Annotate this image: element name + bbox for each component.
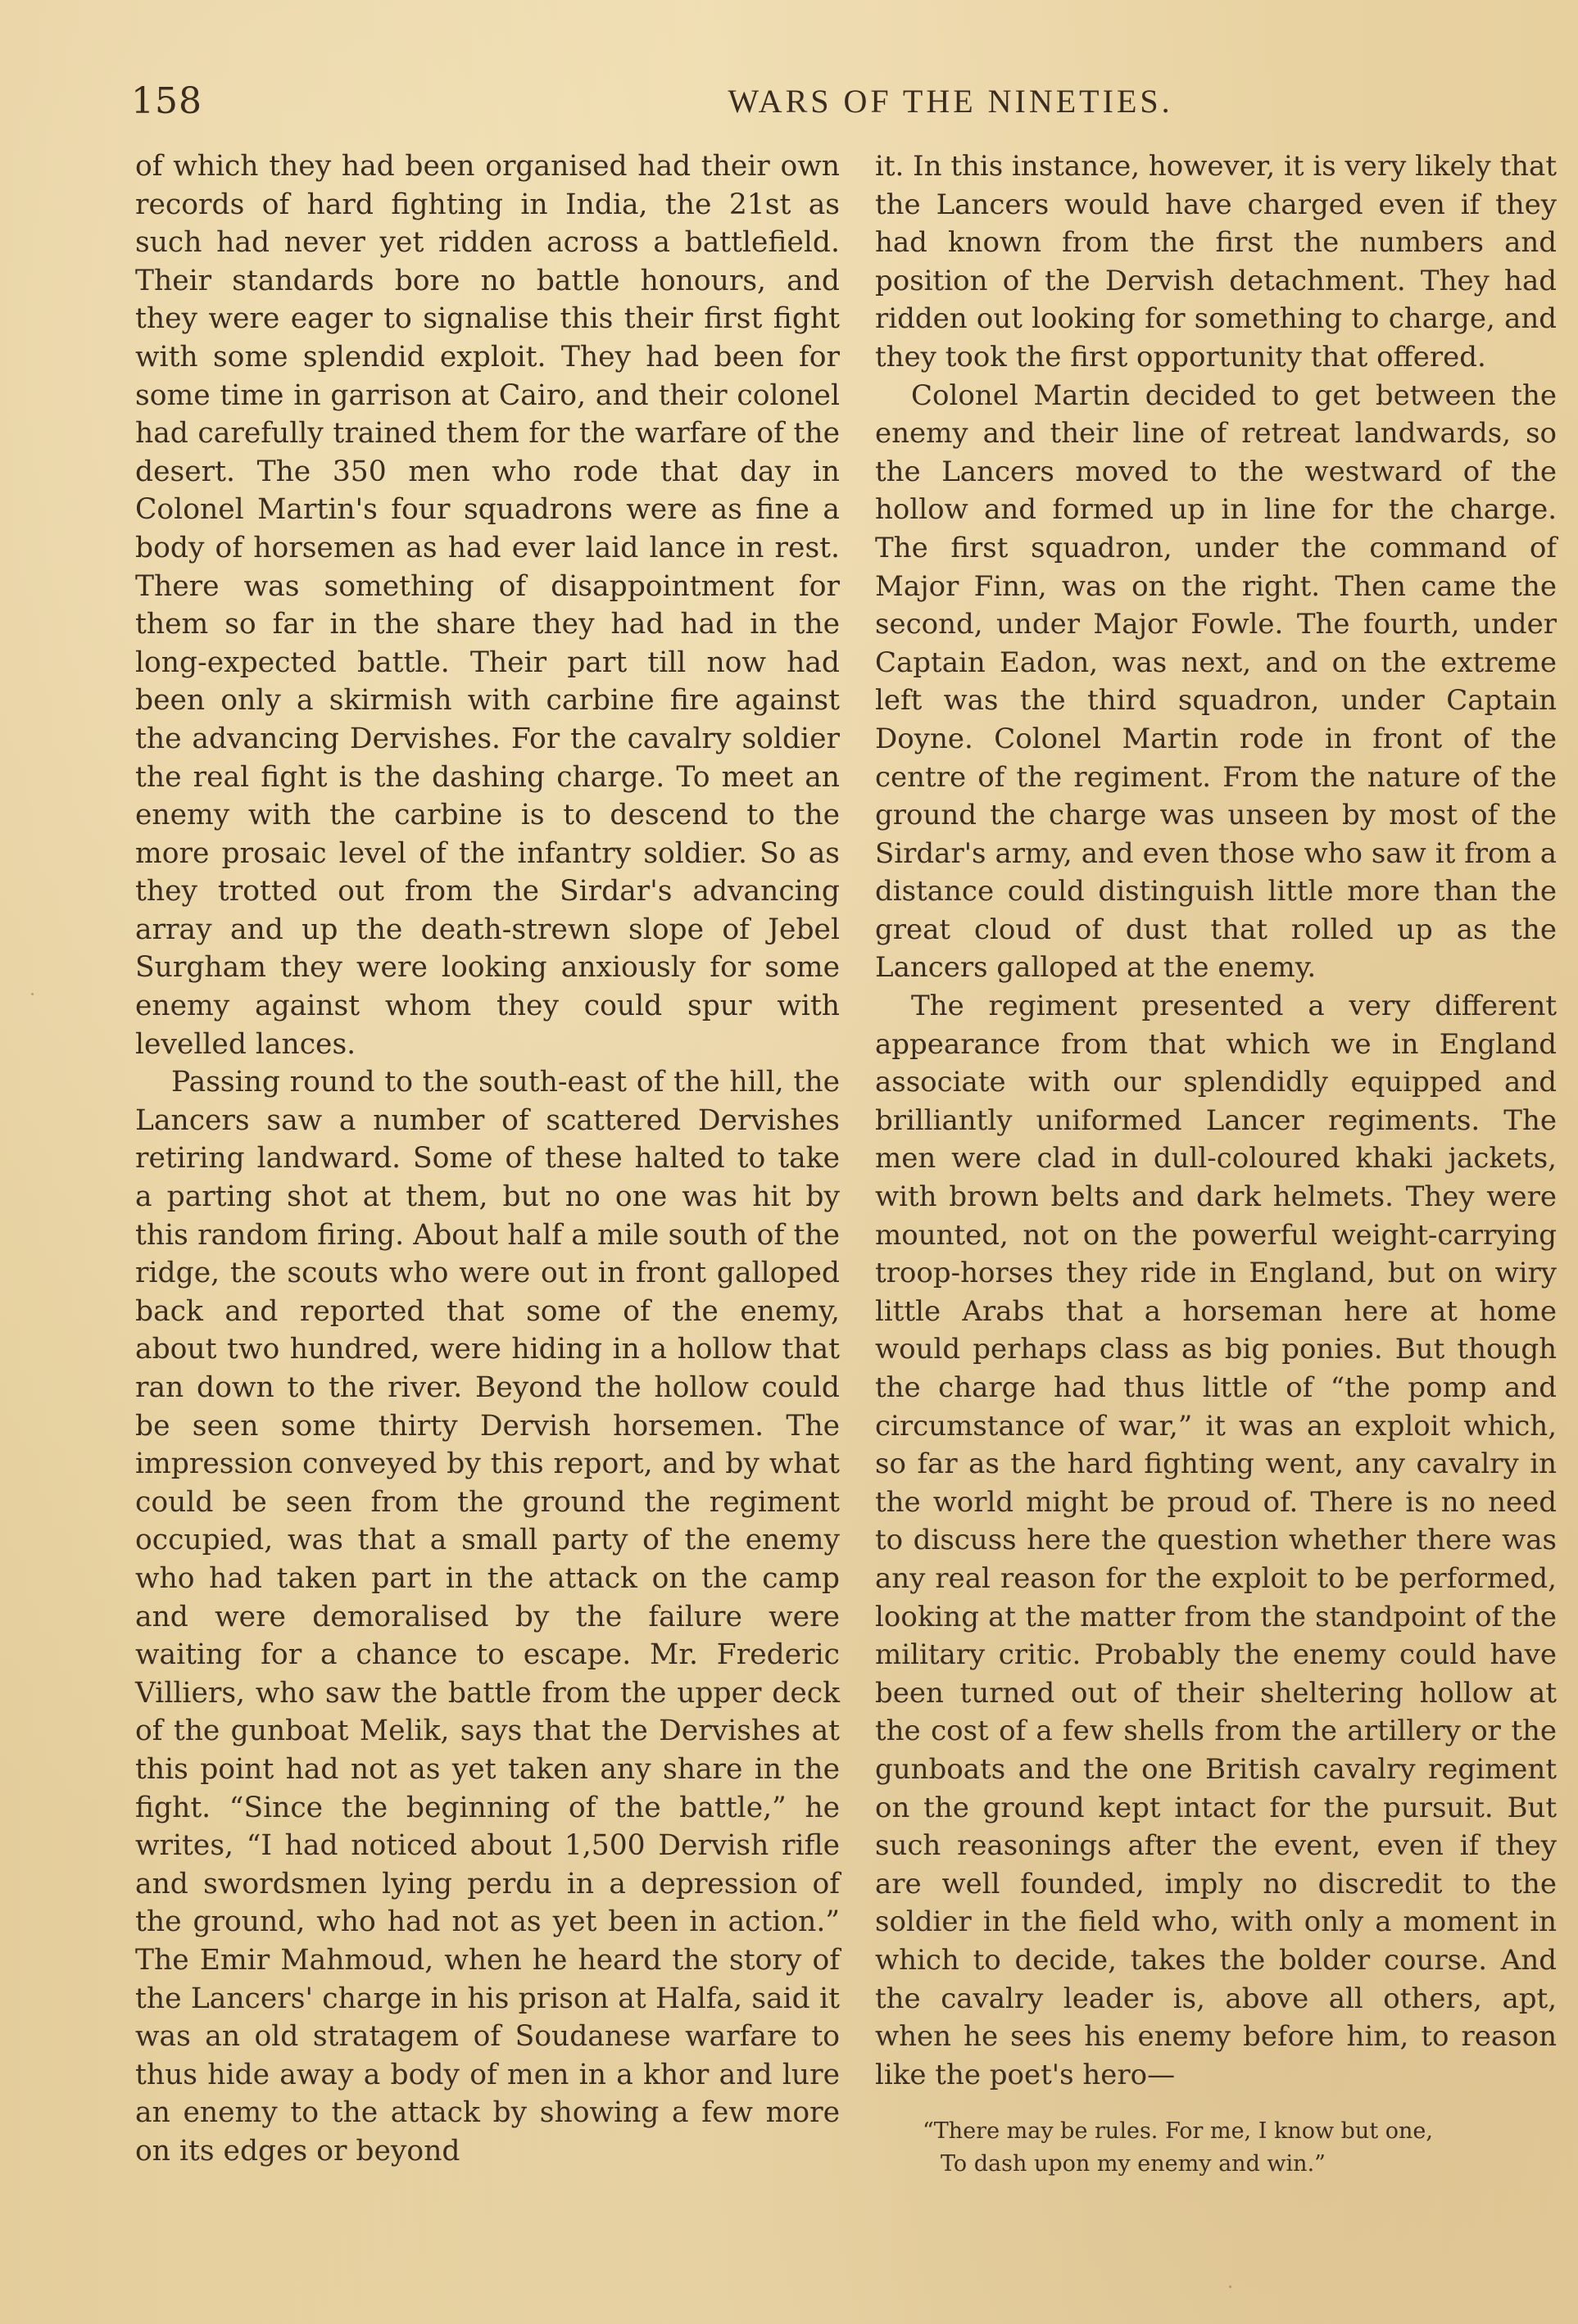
right-column	[875, 147, 1557, 2181]
left-column	[135, 147, 840, 2170]
poem-line: To dash upon my enemy and win.”	[941, 2151, 1326, 2177]
page-number: 158	[131, 80, 202, 122]
poem-line: “There may be rules. For me, I know but one,	[923, 2118, 1433, 2145]
paper-speck	[31, 993, 34, 995]
running-title: WARS OF THE NINETIES.	[728, 83, 1173, 120]
paper-speck	[1229, 2285, 1231, 2288]
poem-quote	[923, 2115, 1557, 2181]
paragraph: of which they had been organised had their own records of hard fighting in India, the 21st as such had never yet ridden across a battlefield. Their standards bore no battle honours, and they were eager to signalise this their first fight with some splendid exploit. They had been for some time in garrison at Cairo, and their colonel had carefully trained them for the warfare of the desert. The 350 men who rode that day in Colonel Martin's four squadrons were as fine a body of horsemen as had ever laid lance in rest. There was something of disappointment for them so far in the share they had had in the long-expected battle. Their part till now had been only a skirmish with carbine fire against the advancing Dervishes. For the cavalry soldier the real fight is the dashing charge. To meet an enemy with the carbine is to descend to the more prosaic level of the infantry soldier. So as they trotted out from the Sirdar's advancing array and up the death-strewn slope of Jebel Surgham they were looking anxiously for some enemy against whom they could spur with levelled lances.	[135, 150, 840, 1061]
paragraph: The regiment presented a very different appearance from that which we in England associate with our splendidly equipped and brilliantly uniformed Lancer regiments. The men were clad in dull-coloured khaki jackets, with brown belts and dark helmets. They were mounted, not on the powerful weight-carrying troop-horses they ride in England, but on wiry little Arabs that a horseman here at home would perhaps class as big ponies. But though the charge had thus little of “the pomp and circumstance of war,” it was an exploit which, so far as the hard fighting went, any cavalry in the world might be proud of. There is no need to discuss here the question whether there was any real reason for the exploit to be performed, looking at the matter from the standpoint of the military critic. Probably the enemy could have been turned out of their sheltering hollow at the cost of a few shells from the artillery or the gunboats and the one British cavalry regiment on the ground kept intact for the pursuit. But such reasonings after the event, even if they are well founded, imply no discredit to the soldier in the field who, with only a moment in which to decide, takes the bolder course. And the cavalry leader is, above all others, apt, when he sees his enemy before him, to reason like the poet's hero—	[875, 990, 1557, 2091]
paper-speck	[828, 508, 830, 510]
page-header	[131, 80, 1557, 129]
paragraph: it. In this instance, however, it is very likely that the Lancers would have charged even if they had known from the first the numbers and position of the Dervish detachment. They had ridden out looking for something to charge, and they took the first opportunity that offered.	[875, 150, 1557, 374]
paragraph: Passing round to the south-east of the hill, the Lancers saw a number of scattered Dervishes retiring landward. Some of these halted to take a parting shot at them, but no one was hit by this random firing. About half a mile south of the ridge, the scouts who were out in front galloped back and reported that some of the enemy, about two hundred, were hiding in a hollow that ran down to the river. Beyond the hollow could be seen some thirty Dervish horsemen. The impression conveyed by this report, and by what could be seen from the ground the regiment occupied, was that a small party of the enemy who had taken part in the attack on the camp and were demoralised by the failure were waiting for a chance to escape. Mr. Frederic Villiers, who saw the battle from the upper deck of the gunboat Melik, says that the Dervishes at this point had not as yet taken any share in the fight. “Since the beginning of the battle,” he writes, “I had noticed about 1,500 Dervish rifle and swordsmen lying perdu in a depression of the ground, who had not as yet been in action.” The Emir Mahmoud, when he heard the story of the Lancers' charge in his prison at Halfa, said it was an old stratagem of Soudanese warfare to thus hide away a body of men in a khor and lure an enemy to the attack by showing a few more on its edges or beyond	[135, 1066, 840, 2168]
paragraph: Colonel Martin decided to get between the enemy and their line of retreat landwards, so the Lancers moved to the westward of the hollow and formed up in line for the charge. The first squadron, under the command of Major Finn, was on the right. Then came the second, under Major Fowle. The fourth, under Captain Eadon, was next, and on the extreme left was the third squadron, under Captain Doyne. Colonel Martin rode in front of the centre of the regiment. From the nature of the ground the charge was unseen by most of the Sirdar's army, and even those who saw it from a distance could distinguish little more than the great cloud of dust that rolled up as the Lancers galloped at the enemy.	[875, 378, 1557, 985]
